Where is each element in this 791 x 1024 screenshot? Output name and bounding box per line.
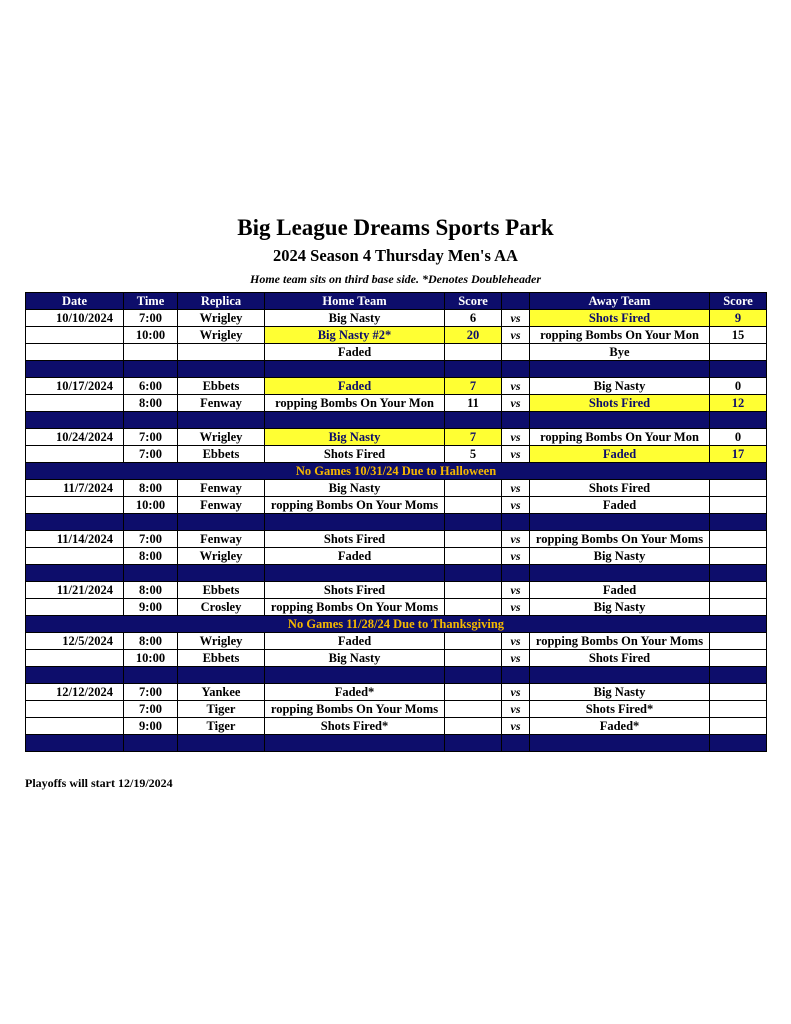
cell-replica: Ebbets — [178, 582, 265, 599]
separator-cell — [178, 514, 265, 531]
cell-time: 9:00 — [124, 599, 178, 616]
cell-time: 8:00 — [124, 480, 178, 497]
header-away-team: Away Team — [530, 293, 710, 310]
cell-vs: vs — [502, 650, 530, 667]
separator-cell — [124, 412, 178, 429]
cell-date — [26, 548, 124, 565]
header-date: Date — [26, 293, 124, 310]
separator-cell — [710, 667, 767, 684]
cell-away-score: 9 — [710, 310, 767, 327]
cell-home-team: Faded — [265, 344, 445, 361]
cell-vs: vs — [502, 599, 530, 616]
separator-cell — [530, 565, 710, 582]
header-away-score: Score — [710, 293, 767, 310]
cell-replica: Fenway — [178, 497, 265, 514]
cell-vs: vs — [502, 531, 530, 548]
game-row — [26, 446, 767, 463]
cell-home-team: Big Nasty #2* — [265, 327, 445, 344]
separator-cell — [530, 735, 710, 752]
cell-away-team: Faded — [530, 582, 710, 599]
cell-away-team: Shots Fired* — [530, 701, 710, 718]
cell-vs: vs — [502, 310, 530, 327]
no-games-banner: No Games 11/28/24 Due to Thanksgiving — [26, 616, 767, 633]
cell-away-score — [710, 633, 767, 650]
cell-replica: Ebbets — [178, 378, 265, 395]
cell-away-team: Shots Fired — [530, 480, 710, 497]
cell-away-team: Shots Fired — [530, 650, 710, 667]
cell-replica: Tiger — [178, 701, 265, 718]
cell-vs: vs — [502, 633, 530, 650]
separator-cell — [124, 565, 178, 582]
cell-home-team: Big Nasty — [265, 480, 445, 497]
cell-date — [26, 327, 124, 344]
no-games-banner-row — [26, 463, 767, 480]
cell-replica: Yankee — [178, 684, 265, 701]
separator-row — [26, 667, 767, 684]
game-row — [26, 531, 767, 548]
separator-cell — [502, 412, 530, 429]
cell-time: 10:00 — [124, 650, 178, 667]
separator-cell — [178, 735, 265, 752]
separator-cell — [530, 667, 710, 684]
page-title: Big League Dreams Sports Park — [237, 215, 554, 240]
cell-replica — [178, 344, 265, 361]
cell-date — [26, 395, 124, 412]
cell-home-team: ropping Bombs On Your Mon — [265, 395, 445, 412]
separator-cell — [178, 412, 265, 429]
cell-replica: Wrigley — [178, 548, 265, 565]
game-row — [26, 701, 767, 718]
separator-cell — [445, 514, 502, 531]
separator-cell — [502, 735, 530, 752]
separator-cell — [502, 514, 530, 531]
cell-away-team: Big Nasty — [530, 599, 710, 616]
cell-date: 10/10/2024 — [26, 310, 124, 327]
cell-home-score: 11 — [445, 395, 502, 412]
separator-row — [26, 735, 767, 752]
cell-away-score — [710, 599, 767, 616]
cell-time: 7:00 — [124, 701, 178, 718]
separator-row — [26, 565, 767, 582]
separator-cell — [26, 735, 124, 752]
cell-away-score — [710, 650, 767, 667]
schedule-note: Home team sits on third base side. *Denotes Doubleheader — [250, 272, 541, 286]
cell-time: 8:00 — [124, 582, 178, 599]
cell-vs — [502, 344, 530, 361]
cell-date — [26, 650, 124, 667]
cell-away-score: 15 — [710, 327, 767, 344]
cell-time: 9:00 — [124, 718, 178, 735]
header-replica: Replica — [178, 293, 265, 310]
cell-home-team: Faded — [265, 378, 445, 395]
cell-vs: vs — [502, 480, 530, 497]
separator-cell — [124, 667, 178, 684]
cell-away-team: ropping Bombs On Your Mon — [530, 429, 710, 446]
separator-cell — [710, 735, 767, 752]
cell-date — [26, 718, 124, 735]
cell-home-team: Shots Fired* — [265, 718, 445, 735]
cell-time: 7:00 — [124, 531, 178, 548]
cell-home-score — [445, 599, 502, 616]
game-row — [26, 327, 767, 344]
cell-time — [124, 344, 178, 361]
cell-away-score — [710, 548, 767, 565]
header-time: Time — [124, 293, 178, 310]
cell-time: 8:00 — [124, 395, 178, 412]
cell-replica: Ebbets — [178, 650, 265, 667]
cell-date: 12/12/2024 — [26, 684, 124, 701]
separator-cell — [710, 565, 767, 582]
cell-home-score: 20 — [445, 327, 502, 344]
cell-time: 10:00 — [124, 497, 178, 514]
game-row — [26, 395, 767, 412]
cell-date — [26, 701, 124, 718]
separator-cell — [124, 361, 178, 378]
separator-cell — [445, 412, 502, 429]
cell-date: 11/7/2024 — [26, 480, 124, 497]
cell-replica: Crosley — [178, 599, 265, 616]
separator-row — [26, 412, 767, 429]
cell-away-team: Faded* — [530, 718, 710, 735]
cell-date: 11/14/2024 — [26, 531, 124, 548]
cell-home-team: Shots Fired — [265, 582, 445, 599]
cell-date: 10/24/2024 — [26, 429, 124, 446]
schedule-table — [25, 292, 767, 752]
no-games-banner: No Games 10/31/24 Due to Halloween — [26, 463, 767, 480]
cell-home-team: Faded* — [265, 684, 445, 701]
cell-home-team: ropping Bombs On Your Moms — [265, 497, 445, 514]
game-row — [26, 718, 767, 735]
cell-away-score — [710, 480, 767, 497]
cell-away-score: 0 — [710, 378, 767, 395]
separator-cell — [26, 514, 124, 531]
cell-home-team: ropping Bombs On Your Moms — [265, 599, 445, 616]
separator-cell — [530, 412, 710, 429]
separator-cell — [445, 361, 502, 378]
game-row — [26, 480, 767, 497]
cell-home-score — [445, 548, 502, 565]
cell-home-score — [445, 701, 502, 718]
separator-cell — [265, 565, 445, 582]
cell-away-score — [710, 684, 767, 701]
cell-away-score — [710, 582, 767, 599]
cell-home-score: 7 — [445, 429, 502, 446]
separator-cell — [710, 514, 767, 531]
cell-away-score — [710, 497, 767, 514]
cell-time: 7:00 — [124, 429, 178, 446]
cell-away-score — [710, 718, 767, 735]
cell-vs: vs — [502, 429, 530, 446]
cell-away-team: ropping Bombs On Your Mon — [530, 327, 710, 344]
game-row — [26, 344, 767, 361]
separator-cell — [265, 667, 445, 684]
separator-cell — [178, 361, 265, 378]
cell-away-score — [710, 531, 767, 548]
cell-away-score — [710, 701, 767, 718]
cell-away-team: Faded — [530, 497, 710, 514]
separator-cell — [530, 361, 710, 378]
playoffs-note: Playoffs will start 12/19/2024 — [25, 776, 173, 790]
cell-date: 11/21/2024 — [26, 582, 124, 599]
game-row — [26, 497, 767, 514]
cell-date — [26, 344, 124, 361]
separator-cell — [265, 412, 445, 429]
cell-home-team: Big Nasty — [265, 429, 445, 446]
cell-home-score — [445, 497, 502, 514]
cell-home-team: Faded — [265, 633, 445, 650]
separator-cell — [502, 361, 530, 378]
cell-away-score: 12 — [710, 395, 767, 412]
cell-vs: vs — [502, 582, 530, 599]
cell-away-score: 0 — [710, 429, 767, 446]
cell-away-team: Shots Fired — [530, 395, 710, 412]
cell-home-score — [445, 480, 502, 497]
cell-home-score — [445, 582, 502, 599]
cell-replica: Fenway — [178, 395, 265, 412]
cell-home-score: 5 — [445, 446, 502, 463]
separator-row — [26, 514, 767, 531]
header-home-score: Score — [445, 293, 502, 310]
cell-away-score — [710, 344, 767, 361]
cell-replica: Wrigley — [178, 310, 265, 327]
cell-date — [26, 497, 124, 514]
cell-vs: vs — [502, 327, 530, 344]
separator-cell — [502, 667, 530, 684]
separator-cell — [265, 361, 445, 378]
cell-home-score — [445, 344, 502, 361]
cell-replica: Fenway — [178, 480, 265, 497]
cell-time: 7:00 — [124, 310, 178, 327]
cell-time: 8:00 — [124, 633, 178, 650]
cell-home-score: 7 — [445, 378, 502, 395]
cell-vs: vs — [502, 684, 530, 701]
separator-cell — [178, 667, 265, 684]
cell-replica: Fenway — [178, 531, 265, 548]
cell-away-team: Big Nasty — [530, 684, 710, 701]
no-games-banner-row — [26, 616, 767, 633]
separator-cell — [530, 514, 710, 531]
cell-vs: vs — [502, 718, 530, 735]
cell-replica: Wrigley — [178, 429, 265, 446]
cell-date — [26, 599, 124, 616]
cell-away-team: Big Nasty — [530, 548, 710, 565]
header-home-team: Home Team — [265, 293, 445, 310]
separator-cell — [26, 667, 124, 684]
game-row — [26, 310, 767, 327]
cell-date — [26, 446, 124, 463]
cell-home-score: 6 — [445, 310, 502, 327]
cell-vs: vs — [502, 446, 530, 463]
game-row — [26, 684, 767, 701]
separator-cell — [26, 361, 124, 378]
cell-vs: vs — [502, 548, 530, 565]
cell-home-score — [445, 633, 502, 650]
cell-date: 10/17/2024 — [26, 378, 124, 395]
header-vs — [502, 293, 530, 310]
cell-away-team: Big Nasty — [530, 378, 710, 395]
page-subtitle: 2024 Season 4 Thursday Men's AA — [273, 246, 518, 265]
separator-cell — [445, 667, 502, 684]
separator-cell — [26, 412, 124, 429]
cell-away-team: Bye — [530, 344, 710, 361]
cell-replica: Tiger — [178, 718, 265, 735]
schedule-body — [26, 310, 767, 752]
cell-home-team: Shots Fired — [265, 531, 445, 548]
cell-vs: vs — [502, 395, 530, 412]
game-row — [26, 582, 767, 599]
cell-home-team: Shots Fired — [265, 446, 445, 463]
table-header-row — [26, 293, 767, 310]
separator-row — [26, 361, 767, 378]
cell-away-team: ropping Bombs On Your Moms — [530, 633, 710, 650]
game-row — [26, 633, 767, 650]
game-row — [26, 548, 767, 565]
cell-home-team: ropping Bombs On Your Moms — [265, 701, 445, 718]
cell-home-team: Big Nasty — [265, 650, 445, 667]
cell-time: 6:00 — [124, 378, 178, 395]
game-row — [26, 650, 767, 667]
separator-cell — [26, 565, 124, 582]
cell-vs: vs — [502, 701, 530, 718]
cell-home-team: Big Nasty — [265, 310, 445, 327]
cell-home-team: Faded — [265, 548, 445, 565]
separator-cell — [710, 412, 767, 429]
cell-away-team: Faded — [530, 446, 710, 463]
cell-time: 7:00 — [124, 446, 178, 463]
cell-away-team: ropping Bombs On Your Moms — [530, 531, 710, 548]
separator-cell — [265, 735, 445, 752]
game-row — [26, 599, 767, 616]
cell-replica: Wrigley — [178, 633, 265, 650]
separator-cell — [710, 361, 767, 378]
cell-replica: Ebbets — [178, 446, 265, 463]
cell-home-score — [445, 684, 502, 701]
separator-cell — [124, 735, 178, 752]
game-row — [26, 429, 767, 446]
separator-cell — [445, 735, 502, 752]
cell-away-score: 17 — [710, 446, 767, 463]
cell-time: 8:00 — [124, 548, 178, 565]
separator-cell — [124, 514, 178, 531]
cell-home-score — [445, 650, 502, 667]
cell-home-score — [445, 531, 502, 548]
cell-vs: vs — [502, 497, 530, 514]
separator-cell — [502, 565, 530, 582]
game-row — [26, 378, 767, 395]
cell-away-team: Shots Fired — [530, 310, 710, 327]
separator-cell — [265, 514, 445, 531]
separator-cell — [445, 565, 502, 582]
cell-time: 7:00 — [124, 684, 178, 701]
cell-date: 12/5/2024 — [26, 633, 124, 650]
cell-time: 10:00 — [124, 327, 178, 344]
cell-vs: vs — [502, 378, 530, 395]
cell-replica: Wrigley — [178, 327, 265, 344]
separator-cell — [178, 565, 265, 582]
cell-home-score — [445, 718, 502, 735]
